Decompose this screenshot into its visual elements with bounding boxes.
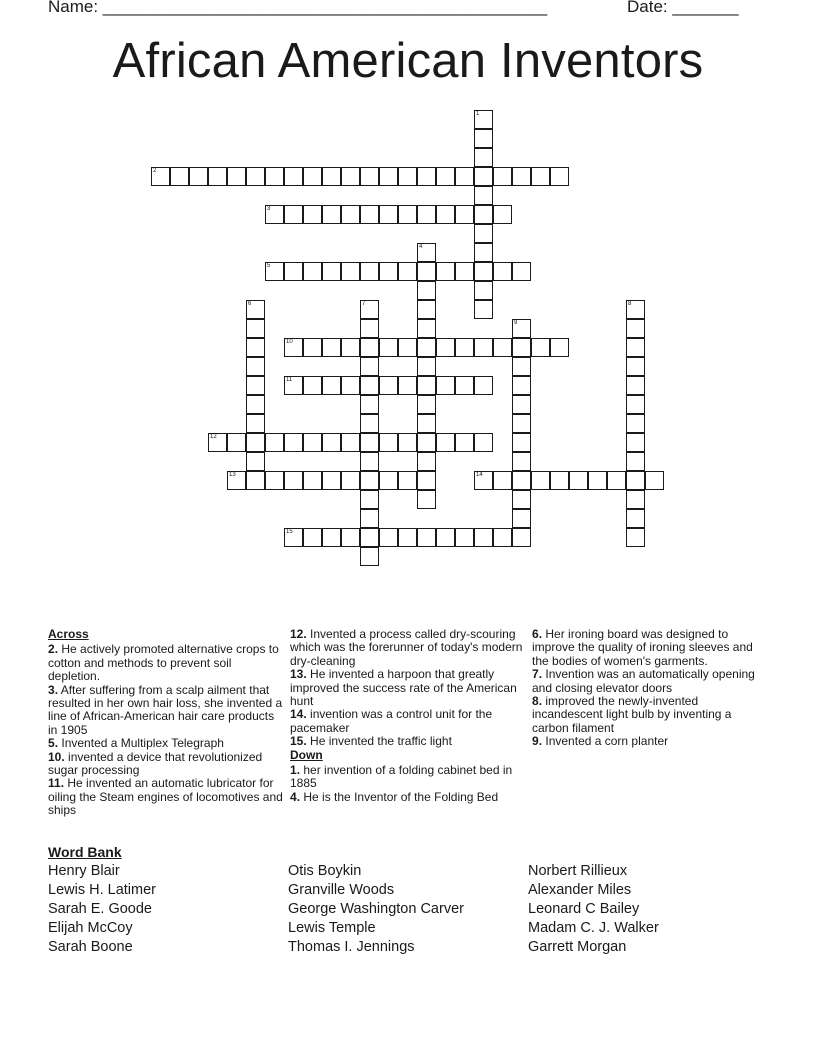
word-bank-item: Sarah Boone: [48, 939, 133, 955]
crossword-cell[interactable]: [417, 167, 436, 186]
crossword-cell[interactable]: [398, 167, 417, 186]
crossword-cell-10[interactable]: [284, 338, 303, 357]
crossword-cell[interactable]: [360, 471, 379, 490]
crossword-cell[interactable]: [436, 433, 455, 452]
crossword-cell[interactable]: [493, 167, 512, 186]
crossword-cell[interactable]: [645, 471, 664, 490]
crossword-cell[interactable]: [208, 167, 227, 186]
crossword-cell[interactable]: [360, 319, 379, 338]
crossword-cell[interactable]: [474, 167, 493, 186]
crossword-cell[interactable]: [474, 243, 493, 262]
crossword-cell[interactable]: [246, 376, 265, 395]
crossword-cell[interactable]: [474, 148, 493, 167]
clue-across-5: 5. Invented a Multiplex Telegraph: [48, 736, 224, 751]
crossword-cell[interactable]: [626, 433, 645, 452]
crossword-cell[interactable]: [379, 338, 398, 357]
crossword-cell[interactable]: [189, 167, 208, 186]
crossword-cell[interactable]: [512, 509, 531, 528]
clue-across-13: 13. He invented a harpoon that greatly improved the success rate of the American hunt: [290, 667, 517, 709]
word-bank-item: Sarah E. Goode: [48, 901, 152, 917]
crossword-cell[interactable]: [493, 528, 512, 547]
cell-number-label: 2: [153, 168, 157, 174]
crossword-cell-8[interactable]: [626, 300, 645, 319]
crossword-cell[interactable]: [322, 167, 341, 186]
crossword-cell[interactable]: [303, 262, 322, 281]
clues-column-2: [290, 628, 526, 804]
crossword-cell[interactable]: [360, 490, 379, 509]
crossword-cell[interactable]: [360, 414, 379, 433]
crossword-cell[interactable]: [379, 262, 398, 281]
clue-down-4: 4. He is the Inventor of the Folding Bed: [290, 789, 499, 804]
clues-column-3: [532, 628, 768, 749]
crossword-cell[interactable]: [246, 395, 265, 414]
crossword-cell[interactable]: [588, 471, 607, 490]
crossword-cell[interactable]: [341, 338, 360, 357]
crossword-cell[interactable]: [341, 376, 360, 395]
crossword-cell[interactable]: [246, 471, 265, 490]
crossword-cell[interactable]: [379, 471, 398, 490]
crossword-cell[interactable]: [474, 129, 493, 148]
crossword-cell[interactable]: [246, 319, 265, 338]
crossword-cell[interactable]: [455, 528, 474, 547]
crossword-cell[interactable]: [493, 338, 512, 357]
crossword-cell[interactable]: [322, 471, 341, 490]
crossword-cell[interactable]: [512, 357, 531, 376]
crossword-cell[interactable]: [493, 205, 512, 224]
crossword-cell[interactable]: [512, 167, 531, 186]
crossword-cell[interactable]: [607, 471, 626, 490]
word-bank-item: Madam C. J. Walker: [528, 920, 659, 936]
crossword-cell[interactable]: [246, 414, 265, 433]
crossword-cell[interactable]: [474, 528, 493, 547]
page-title: African American Inventors: [112, 34, 704, 88]
crossword-cell[interactable]: [246, 433, 265, 452]
crossword-cell[interactable]: [493, 471, 512, 490]
crossword-cell[interactable]: [379, 528, 398, 547]
crossword-cell-13[interactable]: [227, 471, 246, 490]
cell-number-label: 1: [476, 111, 480, 117]
crossword-cell[interactable]: [474, 262, 493, 281]
crossword-cell[interactable]: [626, 414, 645, 433]
crossword-cell[interactable]: [170, 167, 189, 186]
crossword-cell[interactable]: [265, 433, 284, 452]
crossword-cell[interactable]: [626, 528, 645, 547]
crossword-cell[interactable]: [550, 471, 569, 490]
crossword-cell[interactable]: [398, 376, 417, 395]
cell-number-label: 10: [286, 339, 293, 345]
crossword-cell[interactable]: [360, 205, 379, 224]
crossword-cell[interactable]: [417, 262, 436, 281]
cell-number-label: 14: [476, 472, 483, 478]
word-bank-item: Otis Boykin: [288, 863, 362, 879]
crossword-cell[interactable]: [379, 205, 398, 224]
crossword-cell[interactable]: [303, 433, 322, 452]
crossword-cell[interactable]: [284, 167, 303, 186]
crossword-cell[interactable]: [417, 205, 436, 224]
word-bank-item: Lewis Temple: [288, 920, 376, 936]
crossword-cell[interactable]: [360, 433, 379, 452]
word-bank-item: Elijah McCoy: [48, 920, 133, 936]
crossword-cell[interactable]: [303, 471, 322, 490]
crossword-cell[interactable]: [493, 262, 512, 281]
crossword-cell[interactable]: [531, 338, 550, 357]
crossword-cell[interactable]: [417, 281, 436, 300]
clue-across-15: 15. He invented the traffic light: [290, 734, 452, 749]
crossword-cell[interactable]: [246, 338, 265, 357]
clue-across-3: 3. After suffering from a scalp ailment that resulted in her own hair loss, she invented a line of African-American hair care products in 1905: [48, 682, 283, 737]
crossword-cell[interactable]: [360, 357, 379, 376]
crossword-cell[interactable]: [436, 338, 455, 357]
word-bank-item: Norbert Rillieux: [528, 863, 628, 879]
crossword-cell[interactable]: [379, 433, 398, 452]
crossword-cell[interactable]: [322, 528, 341, 547]
crossword-cell[interactable]: [474, 433, 493, 452]
down-heading: Down: [290, 747, 323, 762]
crossword-cell[interactable]: [417, 395, 436, 414]
crossword-cell[interactable]: [512, 262, 531, 281]
cell-number-label: 8: [628, 301, 632, 307]
crossword-cell[interactable]: [455, 167, 474, 186]
crossword-cell[interactable]: [341, 471, 360, 490]
cell-number-label: 11: [286, 377, 293, 383]
crossword-cell-11[interactable]: [284, 376, 303, 395]
crossword-cell[interactable]: [512, 471, 531, 490]
crossword-cell[interactable]: [246, 452, 265, 471]
crossword-cell[interactable]: [436, 205, 455, 224]
crossword-cell-6[interactable]: [246, 300, 265, 319]
crossword-cell-2[interactable]: [151, 167, 170, 186]
crossword-cell[interactable]: [360, 528, 379, 547]
crossword-cell[interactable]: [417, 471, 436, 490]
crossword-cell[interactable]: [284, 205, 303, 224]
crossword-cell[interactable]: [626, 490, 645, 509]
clue-down-8: 8. improved the newly-invented incandescent light bulb by inventing a carbon filament: [532, 694, 732, 735]
crossword-cell[interactable]: [474, 186, 493, 205]
crossword-cell[interactable]: [512, 376, 531, 395]
crossword-cell[interactable]: [322, 376, 341, 395]
crossword-cell[interactable]: [322, 262, 341, 281]
crossword-cell[interactable]: [360, 547, 379, 566]
crossword-cell-12[interactable]: [208, 433, 227, 452]
crossword-cell[interactable]: [512, 528, 531, 547]
crossword-cell[interactable]: [398, 528, 417, 547]
clue-down-9: 9. Invented a corn planter: [532, 734, 669, 749]
crossword-cell[interactable]: [417, 433, 436, 452]
word-bank-item: Henry Blair: [48, 863, 120, 879]
clue-down-7: 7. Invention was an automatically opening and closing elevator doors: [532, 667, 755, 695]
crossword-cell[interactable]: [626, 452, 645, 471]
crossword-cell[interactable]: [417, 357, 436, 376]
crossword-cell[interactable]: [284, 433, 303, 452]
clue-across-2: 2. He actively promoted alternative crops to cotton and methods to prevent soil depletion.: [48, 642, 279, 684]
cell-number-label: 3: [267, 206, 271, 212]
crossword-cell[interactable]: [303, 376, 322, 395]
crossword-cell[interactable]: [265, 167, 284, 186]
crossword-cell[interactable]: [455, 205, 474, 224]
crossword-cell[interactable]: [436, 528, 455, 547]
crossword-cell[interactable]: [322, 338, 341, 357]
crossword-cell-9[interactable]: [512, 319, 531, 338]
crossword-cell[interactable]: [569, 471, 588, 490]
crossword-cell[interactable]: [512, 433, 531, 452]
crossword-cell[interactable]: [417, 376, 436, 395]
word-bank-item: Garrett Morgan: [528, 939, 627, 955]
clue-down-1: 1. her invention of a folding cabinet bed in 1885: [290, 763, 513, 791]
cell-number-label: 13: [229, 472, 236, 478]
crossword-cell[interactable]: [379, 167, 398, 186]
crossword-cell[interactable]: [417, 452, 436, 471]
cell-number-label: 7: [362, 301, 366, 307]
crossword-cell[interactable]: [322, 205, 341, 224]
crossword-cell[interactable]: [360, 376, 379, 395]
word-bank-item: Leonard C Bailey: [528, 901, 640, 917]
crossword-cell-7[interactable]: [360, 300, 379, 319]
crossword-cell[interactable]: [512, 490, 531, 509]
word-bank-item: Lewis H. Latimer: [48, 882, 156, 898]
cell-number-label: 12: [210, 434, 217, 440]
word-bank-column-3: [528, 862, 763, 957]
cell-number-label: 4: [419, 244, 423, 250]
cell-number-label: 9: [514, 320, 518, 326]
crossword-cell-1[interactable]: [474, 110, 493, 129]
word-bank-heading: Word Bank: [48, 844, 122, 860]
crossword-cell[interactable]: [474, 376, 493, 395]
crossword-cell[interactable]: [303, 205, 322, 224]
crossword-cell[interactable]: [531, 471, 550, 490]
crossword-cell[interactable]: [436, 262, 455, 281]
crossword-cell[interactable]: [341, 167, 360, 186]
clue-across-11: 11. He invented an automatic lubricator for oiling the Steam engines of locomotives and ships: [48, 776, 283, 818]
crossword-cell[interactable]: [284, 262, 303, 281]
crossword-cell[interactable]: [398, 205, 417, 224]
crossword-cell[interactable]: [531, 167, 550, 186]
word-bank-item: George Washington Carver: [288, 901, 464, 917]
crossword-cell[interactable]: [436, 376, 455, 395]
crossword-cell[interactable]: [550, 338, 569, 357]
crossword-cell-3[interactable]: [265, 205, 284, 224]
crossword-cell[interactable]: [379, 376, 398, 395]
crossword-cell[interactable]: [512, 414, 531, 433]
crossword-cell[interactable]: [265, 471, 284, 490]
crossword-cell[interactable]: [417, 414, 436, 433]
crossword-cell-5[interactable]: [265, 262, 284, 281]
crossword-cell[interactable]: [626, 319, 645, 338]
crossword-cell[interactable]: [455, 376, 474, 395]
cell-number-label: 6: [248, 301, 252, 307]
crossword-cell[interactable]: [417, 528, 436, 547]
crossword-cell[interactable]: [626, 509, 645, 528]
crossword-cell[interactable]: [360, 509, 379, 528]
crossword-cell[interactable]: [341, 528, 360, 547]
crossword-cell-14[interactable]: [474, 471, 493, 490]
clue-across-14: 14. invention was a control unit for the pacemaker: [290, 707, 493, 735]
crossword-cell[interactable]: [474, 205, 493, 224]
crossword-cell[interactable]: [455, 262, 474, 281]
clues-column-1: [48, 628, 284, 818]
crossword-cell[interactable]: [398, 471, 417, 490]
crossword-cell[interactable]: [360, 338, 379, 357]
crossword-cell[interactable]: [417, 300, 436, 319]
crossword-cell[interactable]: [455, 338, 474, 357]
crossword-cell[interactable]: [398, 338, 417, 357]
crossword-cell[interactable]: [512, 395, 531, 414]
crossword-cell[interactable]: [626, 471, 645, 490]
crossword-cell[interactable]: [417, 490, 436, 509]
across-heading: Across: [48, 627, 89, 641]
clue-down-6: 6. Her ironing board was designed to improve the quality of ironing sleeves and the bodies of women's garments.: [532, 627, 753, 668]
crossword-cell[interactable]: [360, 452, 379, 471]
crossword-cell[interactable]: [398, 262, 417, 281]
crossword-cell[interactable]: [474, 224, 493, 243]
crossword-cell[interactable]: [455, 433, 474, 452]
word-bank-column-2: [288, 862, 523, 957]
word-bank-column-1: [48, 862, 283, 957]
crossword-cell[interactable]: [474, 300, 493, 319]
crossword-cell[interactable]: [512, 338, 531, 357]
crossword-cell[interactable]: [284, 471, 303, 490]
crossword-cell[interactable]: [246, 357, 265, 376]
word-bank-item: Granville Woods: [288, 882, 395, 898]
clue-across-10: 10. invented a device that revolutionized sugar processing: [48, 749, 263, 778]
cell-number-label: 15: [286, 529, 293, 535]
crossword-cell[interactable]: [360, 395, 379, 414]
crossword-cell[interactable]: [417, 338, 436, 357]
crossword-cell[interactable]: [626, 357, 645, 376]
crossword-cell[interactable]: [474, 281, 493, 300]
crossword-cell[interactable]: [474, 338, 493, 357]
crossword-cell[interactable]: [360, 167, 379, 186]
word-bank-item: Thomas I. Jennings: [288, 939, 415, 955]
crossword-cell[interactable]: [436, 167, 455, 186]
crossword-cell[interactable]: [550, 167, 569, 186]
crossword-cell[interactable]: [246, 167, 265, 186]
cell-number-label: 5: [267, 263, 271, 269]
crossword-cell[interactable]: [227, 167, 246, 186]
word-bank-item: Alexander Miles: [528, 882, 632, 898]
crossword-cell[interactable]: [303, 528, 322, 547]
crossword-cell[interactable]: [626, 395, 645, 414]
clue-across-12: 12. Invented a process called dry-scouring which was the forerunner of today's modern dry-cleaning: [290, 627, 523, 668]
crossword-cell[interactable]: [341, 262, 360, 281]
crossword-cell[interactable]: [341, 433, 360, 452]
crossword-cell[interactable]: [512, 452, 531, 471]
crossword-cell[interactable]: [303, 167, 322, 186]
crossword-cell-15[interactable]: [284, 528, 303, 547]
crossword-cell[interactable]: [360, 262, 379, 281]
crossword-cell-4[interactable]: [417, 243, 436, 262]
crossword-cell[interactable]: [341, 205, 360, 224]
crossword-cell[interactable]: [227, 433, 246, 452]
crossword-cell[interactable]: [398, 433, 417, 452]
name-field-line: Name: _______________________________________________: [48, 0, 548, 16]
crossword-cell[interactable]: [303, 338, 322, 357]
crossword-cell[interactable]: [626, 376, 645, 395]
crossword-cell[interactable]: [322, 433, 341, 452]
crossword-cell[interactable]: [626, 338, 645, 357]
date-field-line: Date: _______: [627, 0, 739, 16]
crossword-cell[interactable]: [417, 319, 436, 338]
